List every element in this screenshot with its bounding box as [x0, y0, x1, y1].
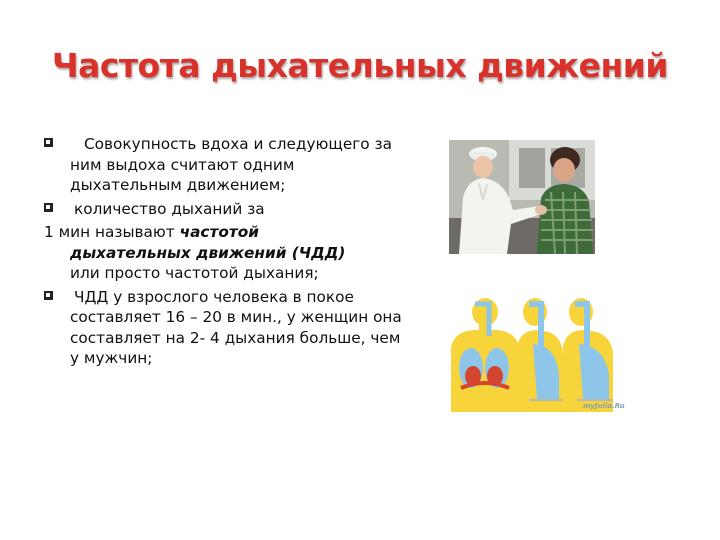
- checkbox-bullet-icon: [44, 138, 53, 147]
- bullet-item-2: [44, 199, 404, 220]
- torso-lungs-illustration: [437, 296, 625, 412]
- bullet-item-2-text: количество дыханий за: [74, 199, 265, 218]
- nurse-patient-illustration: [449, 140, 595, 254]
- respiration-diagram: [437, 296, 625, 412]
- checkbox-bullet-icon: [44, 291, 53, 300]
- continuation-paragraph: [44, 222, 404, 284]
- term-chdd-line1: частотой: [179, 223, 259, 241]
- term-chdd-line2: дыхательных движений (ЧДД): [70, 243, 346, 262]
- continuation-prefix: 1 мин называют: [44, 223, 175, 241]
- nurse-patient-photo: [449, 140, 595, 254]
- bullet-item-3: [44, 287, 404, 369]
- slide-title: Частота дыхательных движений: [51, 46, 669, 85]
- bullet-item-1-text: Совокупность вдоха и следующего за ним выдоха считают одним дыхательным движением;: [70, 135, 392, 194]
- checkbox-bullet-icon: [44, 203, 53, 212]
- slide-body: [44, 134, 404, 369]
- bullet-item-1: [44, 134, 404, 196]
- diagram-watermark: myJulia.Ru: [583, 402, 625, 410]
- continuation-suffix: или просто частотой дыхания;: [70, 264, 319, 282]
- bullet-item-3-text: ЧДД у взрослого человека в покое составляет 16 – 20 в мин., у женщин она составляет на 2- 4 дыхания больше, чем у мужчин;: [70, 287, 402, 367]
